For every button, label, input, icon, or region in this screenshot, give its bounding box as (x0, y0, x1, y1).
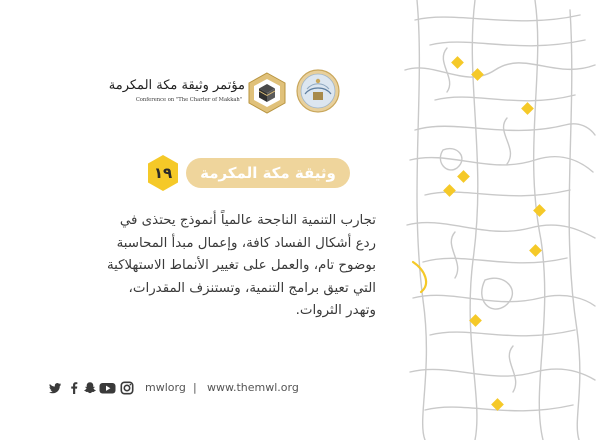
card-number: ١٩ (153, 164, 173, 182)
conference-logo-english: Conference on "The Charter of Makkah" (135, 97, 243, 103)
mwl-seal-logo-icon (295, 68, 341, 114)
body-line: التي تعيق برامج التنمية، وتستنزف المقدرات، (128, 280, 376, 296)
snapchat-icon[interactable] (83, 381, 97, 395)
website-link[interactable]: www.themwl.org (207, 381, 299, 394)
body-line: ردع أشكال الفساد كافة، وإعمال مبدأ المحاسبة (116, 235, 376, 251)
card-title: وثيقة مكة المكرمة (200, 164, 336, 182)
kaaba-cube-logo-icon (245, 71, 289, 115)
footer-separator: | (193, 381, 197, 394)
body-line: تجارب التنمية الناجحة عالمياً أنموذج يحتذى في (119, 213, 376, 228)
youtube-icon[interactable] (99, 381, 116, 395)
card-body (106, 210, 376, 323)
social-handle[interactable]: mwlorg (145, 381, 186, 394)
instagram-icon[interactable] (120, 381, 134, 395)
calligraphy-decoration (395, 0, 600, 440)
footer (48, 378, 299, 398)
body-line: وتهدر الثروات. (295, 303, 376, 318)
twitter-icon[interactable] (48, 381, 62, 395)
facebook-icon[interactable] (67, 381, 81, 395)
body-line: بوضوح تام، والعمل على تغيير الأنماط الاستهلاكية (106, 258, 376, 273)
conference-logo-arabic: مؤتمر وثيقة مكة المكرمة (108, 78, 245, 93)
header-logos (108, 66, 343, 118)
